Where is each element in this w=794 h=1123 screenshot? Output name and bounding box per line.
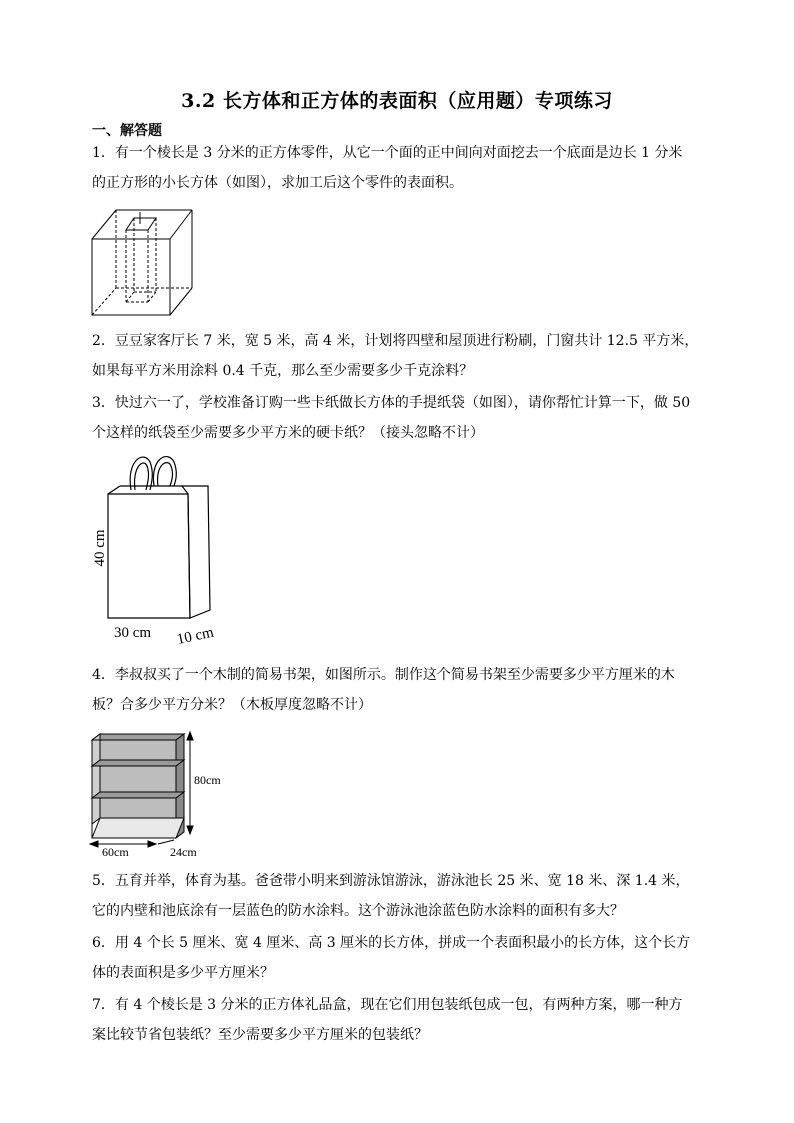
question-4: [92, 660, 712, 720]
question-6: [92, 928, 712, 988]
question-3-line-1: 3．快过六一了，学校准备订购一些卡纸做长方体的手提纸袋（如图），请你帮忙计算一下，做 50: [92, 395, 691, 411]
question-2-line-1: 2．豆豆家客厅长 7 米，宽 5 米，高 4 米，计划将四壁和屋顶进行粉刷，门窗共计 12.5 平方米，: [92, 333, 699, 349]
question-4-line-1: 4．李叔叔买了一个木制的简易书架，如图所示。制作这个简易书架至少需要多少平方厘米的木: [92, 667, 675, 683]
question-2: [92, 326, 712, 386]
bag-depth-label: 10 cm: [175, 624, 216, 648]
question-5: [92, 866, 712, 926]
question-6-line-2: 体的表面积是多少平方厘米？: [92, 965, 274, 981]
question-5-line-2: 它的内壁和池底涂有一层蓝色的防水涂料。这个游泳池涂蓝色防水涂料的面积有多大？: [92, 903, 624, 919]
section-heading: 一、解答题: [92, 123, 162, 139]
shelf-width-label: 60cm: [102, 845, 129, 858]
paper-bag-figure: [86, 450, 236, 648]
question-5-line-1: 5．五育并举，体育为基。爸爸带小明来到游泳馆游泳，游泳池长 25 米、宽 18 米、深 1.4 米，: [92, 873, 690, 889]
hole-opening: [126, 218, 156, 230]
question-1: [92, 138, 712, 198]
cube-with-hole-figure: [88, 206, 198, 318]
question-7-line-1: 7．有 4 个棱长是 3 分米的正方体礼品盒，现在它们用包装纸包成一包，有两种方案，哪一种方: [92, 997, 683, 1013]
shelf-height-label: 80cm: [194, 773, 221, 787]
question-3-line-2: 个这样的纸袋至少需要多少平方米的硬卡纸？（接头忽略不计）: [92, 425, 484, 441]
question-2-line-2: 如果每平方米用涂料 0.4 千克，那么至少需要多少千克涂料？: [92, 363, 474, 379]
cube-front-face: [92, 239, 170, 315]
bag-side-face: [182, 486, 210, 618]
shelf-depth-label: 24cm: [170, 845, 197, 858]
question-7: [92, 990, 712, 1050]
bookshelf-figure: [88, 728, 238, 858]
question-3: [92, 388, 712, 448]
question-7-line-2: 案比较节省包装纸？至少需要多少平方厘米的包装纸？: [92, 1027, 428, 1043]
bag-height-label: 40 cm: [92, 529, 108, 567]
question-1-line-1: 1．有一个棱长是 3 分米的正方体零件，从它一个面的正中间向对面挖去一个底面是边长 1 分米: [92, 145, 683, 161]
question-6-line-1: 6．用 4 个长 5 厘米、宽 4 厘米、高 3 厘米的长方体，拼成一个表面积最小的长方体，这个长方: [92, 935, 691, 951]
bag-front-face: [108, 494, 190, 618]
bag-width-label: 30 cm: [114, 625, 152, 641]
question-4-line-2: 板？合多少平方分米？（木板厚度忽略不计）: [92, 697, 372, 713]
question-1-line-2: 的正方形的小长方体（如图），求加工后这个零件的表面积。: [92, 175, 463, 191]
page-title: 3.2 长方体和正方体的表面积（应用题）专项练习: [181, 90, 613, 112]
